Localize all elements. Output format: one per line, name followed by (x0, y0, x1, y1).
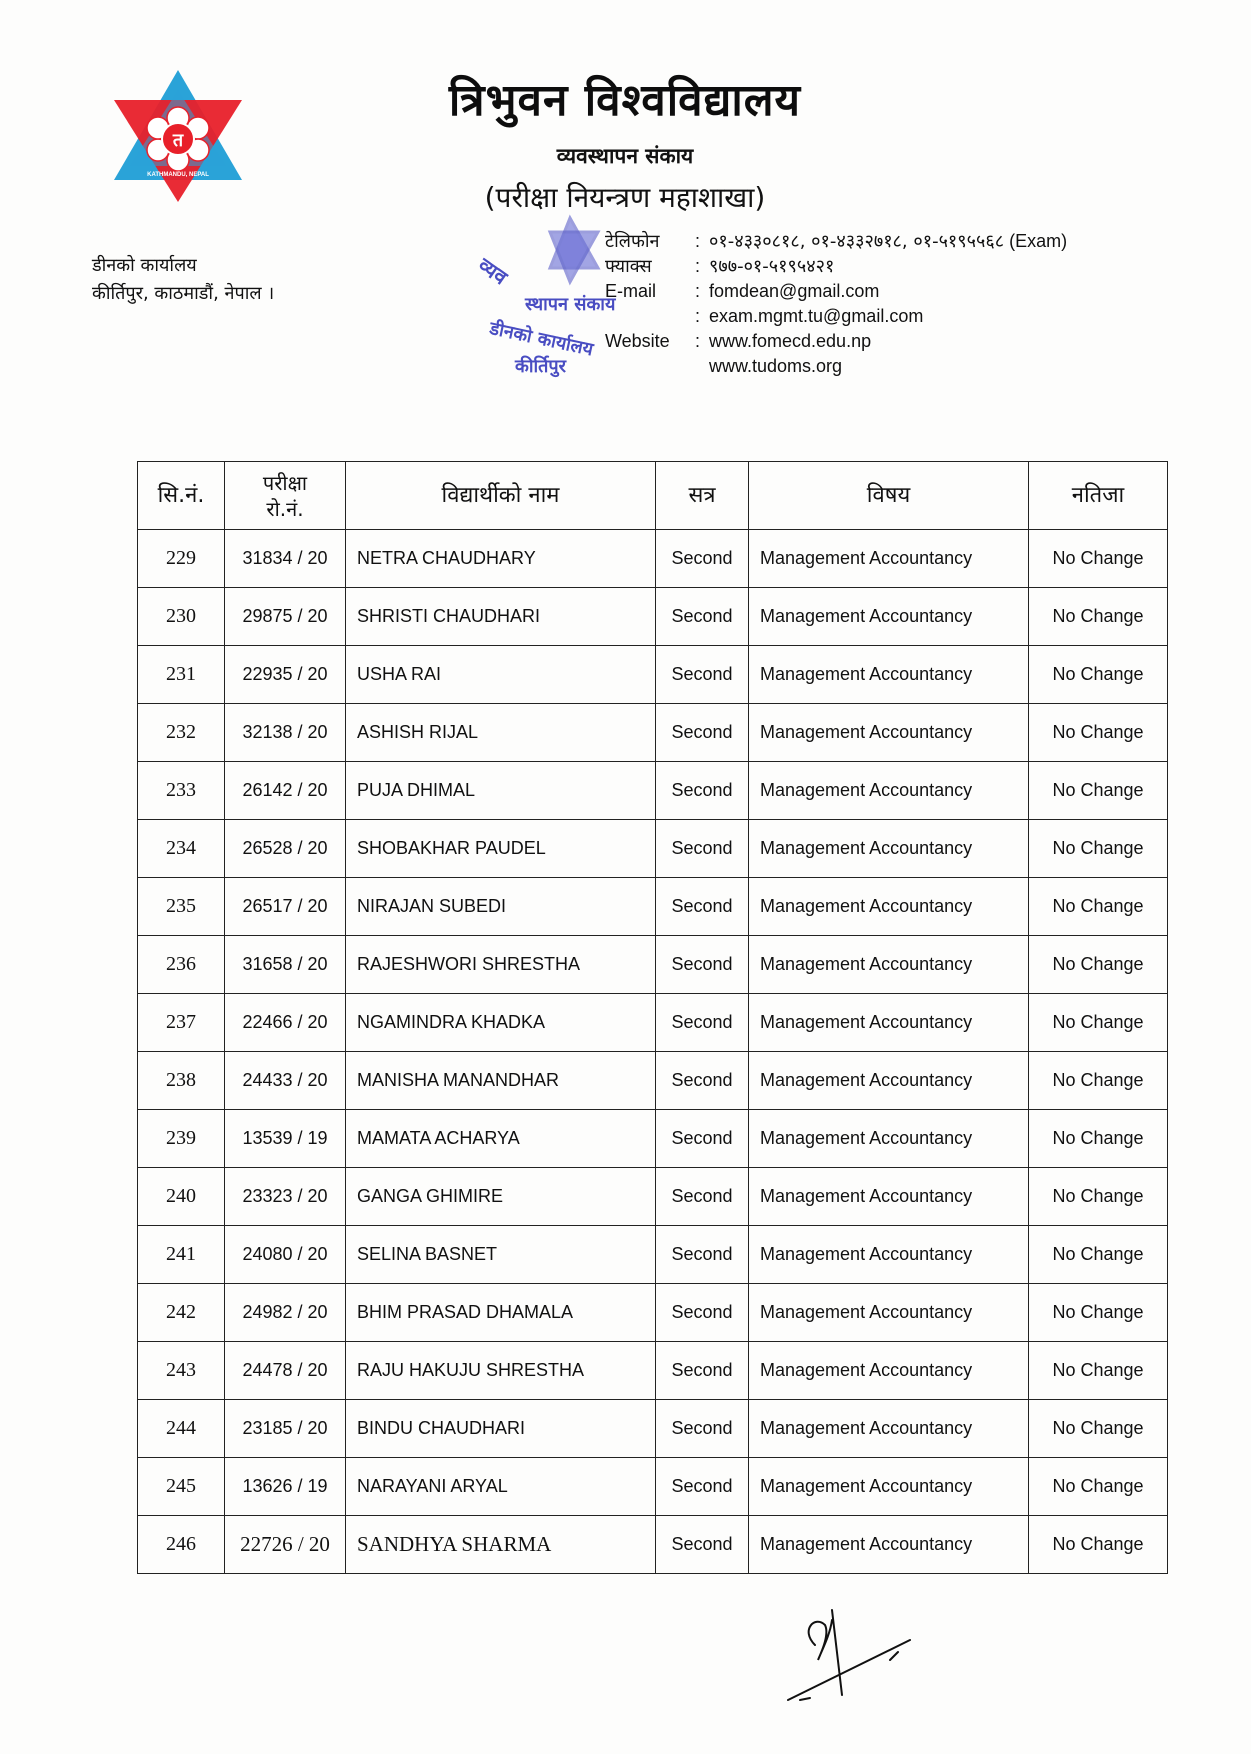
subject-cell: Management Accountancy (749, 646, 1029, 704)
header-roll (225, 462, 346, 530)
fax-value: ९७७-०१-५१९५४२१ (709, 256, 835, 277)
serial-number-cell: 230 (138, 588, 225, 646)
header-name: विद्यार्थीको नाम (346, 462, 656, 530)
result-cell: No Change (1029, 646, 1168, 704)
subject-cell: Management Accountancy (749, 1400, 1029, 1458)
roll-number-cell: 24080 / 20 (225, 1226, 346, 1284)
serial-number-cell: 246 (138, 1516, 225, 1574)
result-cell: No Change (1029, 1284, 1168, 1342)
serial-number-cell: 240 (138, 1168, 225, 1226)
svg-text:व्यव: व्यव (473, 252, 512, 290)
semester-cell: Second (656, 646, 749, 704)
semester-cell: Second (656, 1516, 749, 1574)
serial-number-cell: 238 (138, 1052, 225, 1110)
result-cell: No Change (1029, 878, 1168, 936)
table-row (138, 1226, 1168, 1284)
result-cell: No Change (1029, 994, 1168, 1052)
subject-cell: Management Accountancy (749, 762, 1029, 820)
serial-number-cell: 235 (138, 878, 225, 936)
serial-number-cell: 237 (138, 994, 225, 1052)
student-name-cell: SHRISTI CHAUDHARI (346, 588, 656, 646)
subject-cell: Management Accountancy (749, 994, 1029, 1052)
student-name-cell: SHOBAKHAR PAUDEL (346, 820, 656, 878)
student-name-cell: RAJU HAKUJU SHRESTHA (346, 1342, 656, 1400)
student-name-cell: BINDU CHAUDHARI (346, 1400, 656, 1458)
header-result: नतिजा (1029, 462, 1168, 530)
table-row (138, 936, 1168, 994)
university-title: त्रिभुवन विश्वविद्यालय (448, 75, 802, 126)
roll-number-cell: 22466 / 20 (225, 994, 346, 1052)
serial-number-cell: 229 (138, 530, 225, 588)
svg-text:स्थापन संकाय: स्थापन संकाय (525, 294, 616, 315)
table-row (138, 1516, 1168, 1574)
header-roll-line1: परीक्षा (262, 470, 308, 495)
email-link-2[interactable]: exam.mgmt.tu@gmail.com (709, 306, 924, 326)
office-block (92, 252, 274, 308)
result-cell: No Change (1029, 936, 1168, 994)
subject-cell: Management Accountancy (749, 820, 1029, 878)
student-name-cell: NARAYANI ARYAL (346, 1458, 656, 1516)
result-cell: No Change (1029, 530, 1168, 588)
table-row (138, 820, 1168, 878)
roll-number-cell: 31658 / 20 (225, 936, 346, 994)
result-cell: No Change (1029, 1226, 1168, 1284)
serial-number-cell: 236 (138, 936, 225, 994)
semester-cell: Second (656, 1284, 749, 1342)
subject-cell: Management Accountancy (749, 936, 1029, 994)
signature (770, 1600, 930, 1710)
subject-cell: Management Accountancy (749, 1342, 1029, 1400)
contact-email: E-mail : fomdean@gmail.com (605, 279, 1067, 304)
semester-cell: Second (656, 1110, 749, 1168)
student-name-cell: SELINA BASNET (346, 1226, 656, 1284)
subject-cell: Management Accountancy (749, 530, 1029, 588)
table-body (138, 530, 1168, 1574)
svg-text:कीर्तिपुर: कीर्तिपुर (515, 356, 566, 377)
svg-text:त: त (172, 130, 184, 151)
result-cell: No Change (1029, 820, 1168, 878)
semester-cell: Second (656, 530, 749, 588)
phone-label: टेलिफोन (605, 231, 660, 252)
student-name-cell: NETRA CHAUDHARY (346, 530, 656, 588)
roll-number-cell: 22726 / 20 (225, 1516, 346, 1574)
contact-phone: टेलिफोन : ०१-४३३०८१८, ०१-४३३२७१८, ०१-५१९५५६८ (Exam) (605, 231, 1068, 252)
result-cell: No Change (1029, 704, 1168, 762)
university-logo-icon (108, 66, 248, 206)
semester-cell: Second (656, 820, 749, 878)
semester-cell: Second (656, 1458, 749, 1516)
semester-cell: Second (656, 936, 749, 994)
roll-number-cell: 32138 / 20 (225, 704, 346, 762)
table-row (138, 1052, 1168, 1110)
table-row (138, 994, 1168, 1052)
phone-note: (Exam) (1009, 231, 1068, 251)
table-row (138, 646, 1168, 704)
student-name-cell: USHA RAI (346, 646, 656, 704)
student-name-cell: NGAMINDRA KHADKA (346, 994, 656, 1052)
subject-cell: Management Accountancy (749, 1168, 1029, 1226)
contact-info (605, 229, 1067, 379)
subject-cell: Management Accountancy (749, 588, 1029, 646)
result-cell: No Change (1029, 1110, 1168, 1168)
roll-number-cell: 24433 / 20 (225, 1052, 346, 1110)
subject-cell: Management Accountancy (749, 1458, 1029, 1516)
serial-number-cell: 243 (138, 1342, 225, 1400)
serial-number-cell: 245 (138, 1458, 225, 1516)
serial-number-cell: 242 (138, 1284, 225, 1342)
table-row (138, 762, 1168, 820)
serial-number-cell: 244 (138, 1400, 225, 1458)
result-cell: No Change (1029, 1400, 1168, 1458)
table-row (138, 1458, 1168, 1516)
student-name-cell: MANISHA MANANDHAR (346, 1052, 656, 1110)
result-cell: No Change (1029, 1052, 1168, 1110)
faculty-name: व्यवस्थापन संकाय (556, 144, 694, 168)
student-name-cell: NIRAJAN SUBEDI (346, 878, 656, 936)
results-table (137, 461, 1168, 1574)
semester-cell: Second (656, 994, 749, 1052)
table-row (138, 530, 1168, 588)
semester-cell: Second (656, 1342, 749, 1400)
student-name-cell: PUJA DHIMAL (346, 762, 656, 820)
serial-number-cell: 241 (138, 1226, 225, 1284)
semester-cell: Second (656, 588, 749, 646)
table-header-row (138, 462, 1168, 530)
subject-cell: Management Accountancy (749, 1052, 1029, 1110)
email-label: E-mail (605, 281, 657, 301)
roll-number-cell: 29875 / 20 (225, 588, 346, 646)
subject-cell: Management Accountancy (749, 878, 1029, 936)
roll-number-cell: 13539 / 19 (225, 1110, 346, 1168)
result-cell: No Change (1029, 1342, 1168, 1400)
division-name: (परीक्षा नियन्त्रण महाशाखा) (484, 181, 766, 214)
table-row (138, 1168, 1168, 1226)
student-name-cell: SANDHYA SHARMA (346, 1516, 656, 1574)
contact-fax: फ्याक्स : ९७७-०१-५१९५४२१ (605, 256, 835, 277)
fax-label: फ्याक्स (605, 256, 652, 277)
signature-icon (770, 1600, 930, 1710)
roll-number-cell: 26142 / 20 (225, 762, 346, 820)
roll-number-cell: 26528 / 20 (225, 820, 346, 878)
website-link-1[interactable]: www.fomecd.edu.np (709, 331, 872, 351)
university-logo (108, 66, 248, 206)
header-subject: विषय (749, 462, 1029, 530)
roll-number-cell: 23323 / 20 (225, 1168, 346, 1226)
serial-number-cell: 233 (138, 762, 225, 820)
website-label: Website (605, 331, 670, 351)
student-name-cell: GANGA GHIMIRE (346, 1168, 656, 1226)
serial-number-cell: 231 (138, 646, 225, 704)
serial-number-cell: 234 (138, 820, 225, 878)
office-address: कीर्तिपुर, काठमाडौं, नेपाल । (92, 283, 275, 304)
header-semester: सत्र (656, 462, 749, 530)
semester-cell: Second (656, 1226, 749, 1284)
roll-number-cell: 31834 / 20 (225, 530, 346, 588)
table-row (138, 1110, 1168, 1168)
student-name-cell: MAMATA ACHARYA (346, 1110, 656, 1168)
student-name-cell: RAJESHWORI SHRESTHA (346, 936, 656, 994)
roll-number-cell: 24982 / 20 (225, 1284, 346, 1342)
table-row (138, 704, 1168, 762)
roll-number-cell: 23185 / 20 (225, 1400, 346, 1458)
result-cell: No Change (1029, 762, 1168, 820)
semester-cell: Second (656, 1168, 749, 1226)
result-cell: No Change (1029, 588, 1168, 646)
serial-number-cell: 232 (138, 704, 225, 762)
semester-cell: Second (656, 878, 749, 936)
semester-cell: Second (656, 1052, 749, 1110)
table-row (138, 1400, 1168, 1458)
student-name-cell: BHIM PRASAD DHAMALA (346, 1284, 656, 1342)
result-cell: No Change (1029, 1516, 1168, 1574)
subject-cell: Management Accountancy (749, 1516, 1029, 1574)
email-link-1[interactable]: fomdean@gmail.com (709, 281, 880, 301)
table-row (138, 588, 1168, 646)
subject-cell: Management Accountancy (749, 1110, 1029, 1168)
contact-website: Website : www.fomecd.edu.np (605, 329, 1067, 354)
result-cell: No Change (1029, 1168, 1168, 1226)
contact-email-2: : exam.mgmt.tu@gmail.com (605, 304, 1067, 329)
header-serial: सि.नं. (138, 462, 225, 530)
phone-value: ०१-४३३०८१८, ०१-४३३२७१८, ०१-५१९५५६८ (709, 231, 1005, 252)
svg-text:KATHMANDU, NEPAL: KATHMANDU, NEPAL (147, 172, 209, 178)
office-name: डीनको कार्यालय (92, 255, 197, 276)
student-name-cell: ASHISH RIJAL (346, 704, 656, 762)
website-link-2[interactable]: www.tudoms.org (709, 356, 843, 376)
subject-cell: Management Accountancy (749, 704, 1029, 762)
semester-cell: Second (656, 762, 749, 820)
svg-text:डीनको कार्यालय: डीनको कार्यालय (487, 318, 596, 361)
roll-number-cell: 26517 / 20 (225, 878, 346, 936)
roll-number-cell: 24478 / 20 (225, 1342, 346, 1400)
roll-number-cell: 13626 / 19 (225, 1458, 346, 1516)
roll-number-cell: 22935 / 20 (225, 646, 346, 704)
semester-cell: Second (656, 704, 749, 762)
header-roll-line2: रो.नं. (266, 496, 304, 521)
subject-cell: Management Accountancy (749, 1284, 1029, 1342)
subject-cell: Management Accountancy (749, 1226, 1029, 1284)
contact-website-2 (605, 354, 1067, 379)
table-row (138, 878, 1168, 936)
serial-number-cell: 239 (138, 1110, 225, 1168)
table-row (138, 1284, 1168, 1342)
table-row (138, 1342, 1168, 1400)
result-cell: No Change (1029, 1458, 1168, 1516)
semester-cell: Second (656, 1400, 749, 1458)
